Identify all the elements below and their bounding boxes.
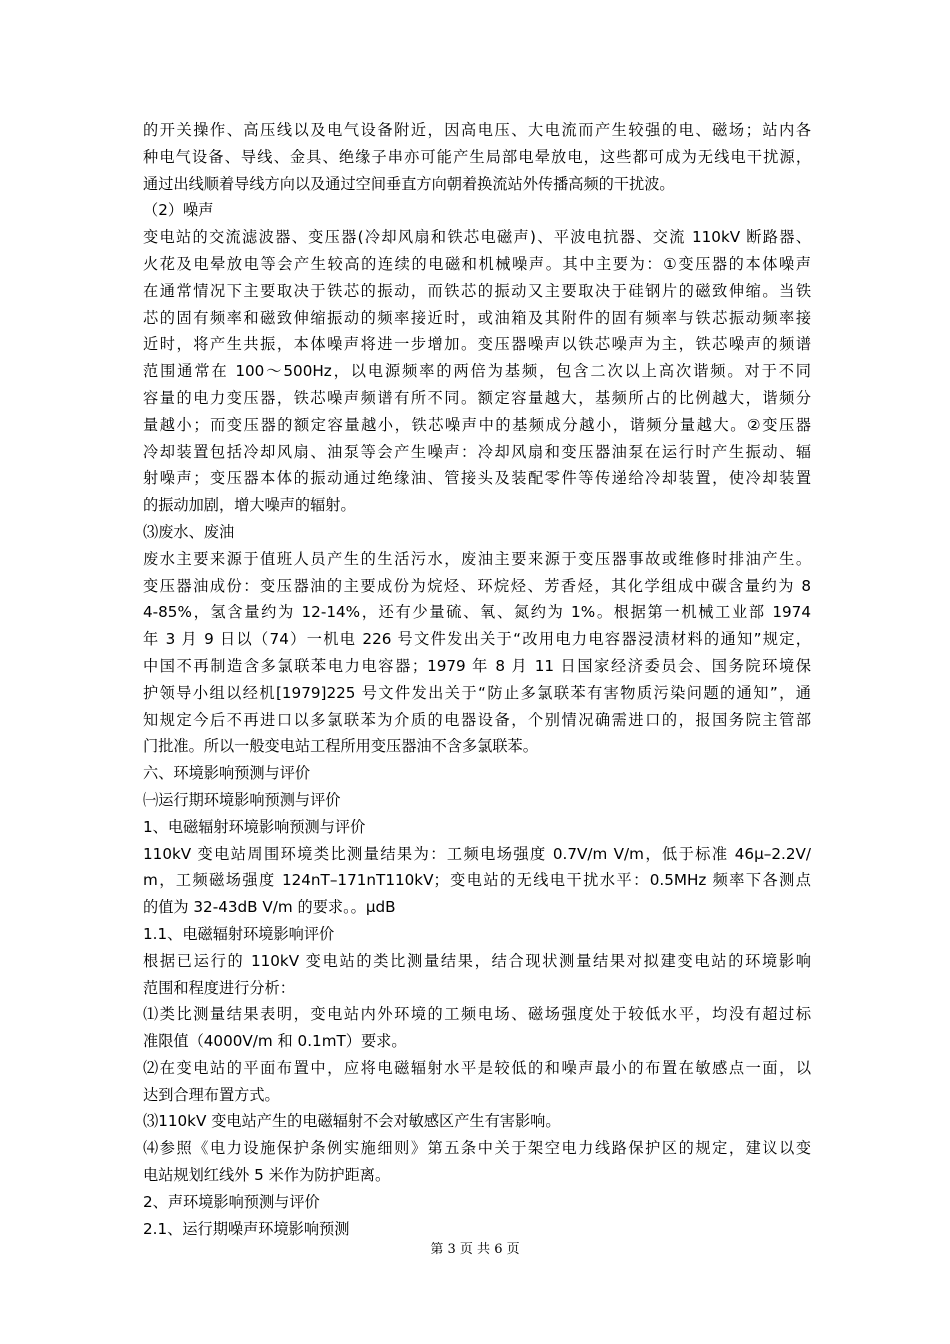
text-line: ⑴类比测量结果表明，变电站内外环境的工频电场、磁场强度处于较低水平，均没有超过标 <box>143 1005 811 1024</box>
text-line: 准限值（4000V/m 和 0.1mT）要求。 <box>143 1032 407 1051</box>
text-line: 知规定今后不再进口以多氯联苯为介质的电器设备，个别情况确需进口的，报国务院主管部 <box>143 710 811 729</box>
text-line: 变压器油成份：变压器油的主要成份为烷烃、环烷烃、芳香烃，其化学组成中碳含量约为 8 <box>143 576 811 595</box>
text-line: 的值为 32-43dB V/m 的要求。。μdB <box>143 898 396 917</box>
text-line: 2、声环境影响预测与评价 <box>143 1192 320 1211</box>
text-line: 在通常情况下主要取决于铁芯的振动，而铁芯的振动又主要取决于硅钢片的磁致伸缩。当铁 <box>143 281 811 300</box>
text-line: 门批准。所以一般变电站工程所用变压器油不含多氯联苯。 <box>143 737 538 756</box>
text-line: m，工频磁场强度 124nT–171nT110kV；变电站的无线电干扰水平：0.5MHz 频率下各测点 <box>143 871 811 890</box>
text-line: 容量的电力变压器，铁芯噪声频谱有所不同。额定容量越大，基频所占的比例越大，谐频分 <box>143 388 811 407</box>
text-line: ⑵在变电站的平面布置中，应将电磁辐射水平是较低的和噪声最小的布置在敏感点一面，以 <box>143 1058 811 1077</box>
text-line: 范围通常在 100～500Hz，以电源频率的两倍为基频，包含二次以上高次谐频。对于不同 <box>143 362 811 381</box>
text-line: 冷却装置包括冷却风扇、油泵等会产生噪声：冷却风扇和变压器油泵在运行时产生振动、辐 <box>143 442 811 461</box>
text-line: 根据已运行的 110kV 变电站的类比测量结果，结合现状测量结果对拟建变电站的环境影响 <box>143 951 811 970</box>
text-line: 1.1、电磁辐射环境影响评价 <box>143 924 335 943</box>
text-line: 六、环境影响预测与评价 <box>143 764 311 783</box>
text-line: 达到合理布置方式。 <box>143 1085 280 1104</box>
text-line: 芯的固有频率和磁致伸缩振动的频率接近时，或油箱及其附件的固有频率与铁芯振动频率接 <box>143 308 811 327</box>
text-line: 通过出线顺着导线方向以及通过空间垂直方向朝着换流站外传播高频的干扰波。 <box>143 174 675 193</box>
text-line: 2.1、运行期噪声环境影响预测 <box>143 1219 350 1238</box>
document-body <box>143 117 811 1242</box>
text-line: 110kV 变电站周围环境类比测量结果为：工频电场强度 0.7V/m V/m，低于标准 46μ–2.2V/ <box>143 844 811 863</box>
text-line: 近时，将产生共振，本体噪声将进一步增加。变压器噪声以铁芯噪声为主，铁芯噪声的频谱 <box>143 335 811 354</box>
text-line: ⑶110kV 变电站产生的电磁辐射不会对敏感区产生有害影响。 <box>143 1112 561 1131</box>
text-line: 量越小；而变压器的额定容量越小，铁芯噪声中的基频成分越小，谐频分量越大。②变压器 <box>143 415 811 434</box>
text-line: 中国不再制造含多氯联苯电力电容器；1979 年 8 月 11 日国家经济委员会、国务院环境保 <box>143 656 811 675</box>
text-line: 的开关操作、高压线以及电气设备附近，因高电压、大电流而产生较强的电、磁场；站内各 <box>143 121 811 139</box>
text-line: 火花及电晕放电等会产生较高的连续的电磁和机械噪声。其中主要为：①变压器的本体噪声 <box>143 254 811 273</box>
text-line: 种电气设备、导线、金具、绝缘子串亦可能产生局部电晕放电，这些都可成为无线电干扰源， <box>143 147 811 166</box>
text-line: ⑶废水、废油 <box>143 522 235 541</box>
text-line: 废水主要来源于值班人员产生的生活污水，废油主要来源于变压器事故或维修时排油产生。 <box>143 549 811 568</box>
text-line: 电站规划红线外 5 米作为防护距离。 <box>143 1166 391 1185</box>
text-line: ⑷参照《电力设施保护条例实施细则》第五条中关于架空电力线路保护区的规定，建议以变 <box>143 1139 811 1158</box>
text-line: 年 3 月 9 日以（74）一机电 226 号文件发出关于“改用电力电容器浸渍材料的通知”规定， <box>143 630 811 649</box>
text-line: （2）噪声 <box>143 201 214 220</box>
text-line: 变电站的交流滤波器、变压器(冷却风扇和铁芯电磁声)、平波电抗器、交流 110kV 断路器、 <box>143 228 811 247</box>
text-line: ㈠运行期环境影响预测与评价 <box>143 790 341 809</box>
text-line: 4-85%，氢含量约为 12-14%，还有少量硫、氧、氮约为 1%。根据第一机械工业部 1974 <box>143 603 811 622</box>
text-line: 护领导小组以经机[1979]225 号文件发出关于“防止多氯联苯有害物质污染问题的通知”，通 <box>143 683 811 702</box>
text-line: 射噪声；变压器本体的振动通过绝缘油、管接头及装配零件等传递给冷却装置，使冷却装置 <box>143 469 811 488</box>
text-line: 1、电磁辐射环境影响预测与评价 <box>143 817 366 836</box>
text-line: 范围和程度进行分析： <box>143 978 295 997</box>
text-line: 的振动加剧，增大噪声的辐射。 <box>143 496 356 515</box>
page-footer: 第 3 页 共 6 页 <box>430 1242 520 1257</box>
